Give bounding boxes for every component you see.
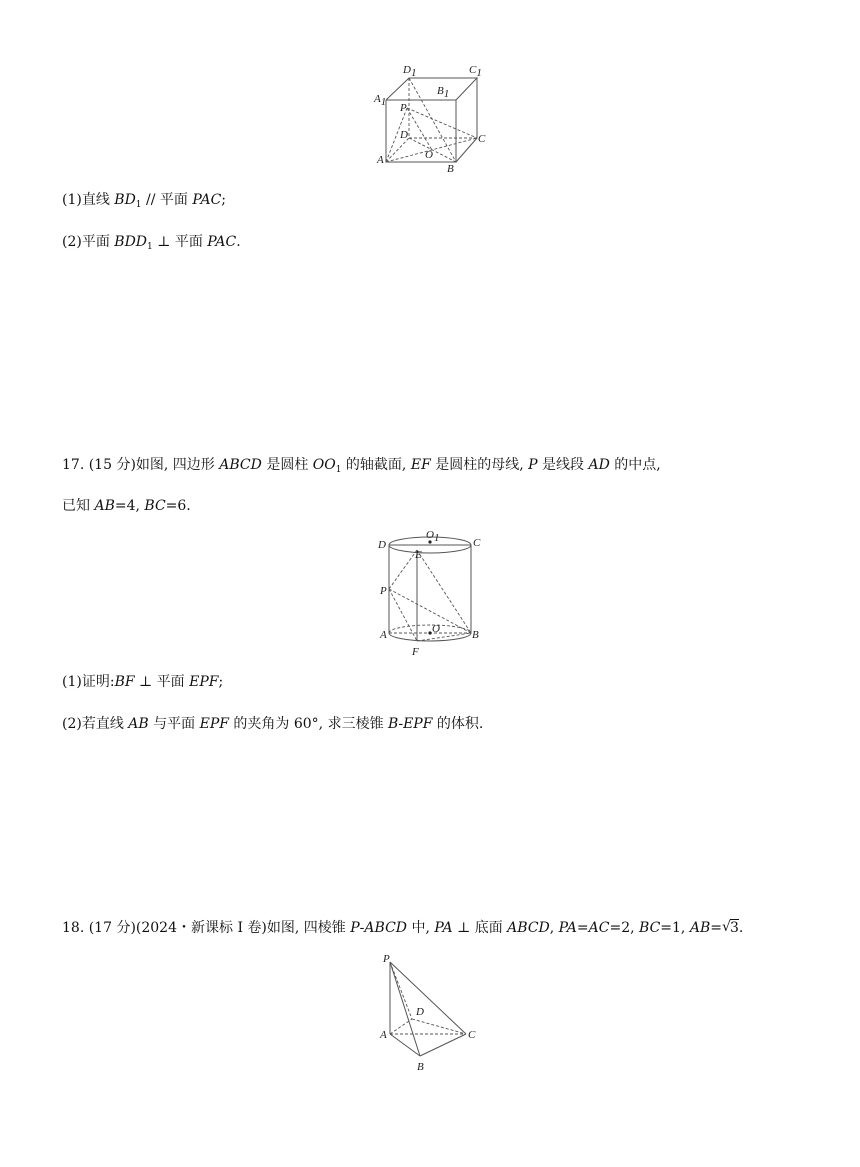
segment-pc: [407, 108, 477, 138]
label-b: B: [472, 629, 479, 641]
label-o1: O1: [426, 529, 440, 544]
pyramid-figure: [376, 950, 486, 1075]
label-a1: A1: [374, 93, 387, 108]
q16-part1: (1)直线 $BD_1$ // 平面 PAC;: [62, 192, 227, 210]
q17-stem-line2: 已知 AB=4, BC=6.: [62, 498, 191, 514]
label-d: D: [378, 539, 386, 551]
label-o: O: [432, 623, 440, 635]
edge-ad: [390, 1019, 412, 1034]
segment-fb: [417, 633, 471, 641]
label-c1: C1: [469, 64, 482, 79]
label-e: E: [415, 549, 422, 561]
segment-eb: [417, 550, 471, 633]
q17-stem-line1: 17. (15 分)如图, 四边形 ABCD 是圆柱 $OO_1$ 的轴截面, EF 是圆柱的母线, P 是线段 AD 的中点,: [62, 457, 661, 475]
label-p: P: [400, 102, 407, 114]
edge-pd: [390, 962, 412, 1019]
edge-bc: [420, 1034, 466, 1056]
q17-part2: (2)若直线 AB 与平面 EPF 的夹角为 60°, 求三棱锥 B-EPF 的体积.: [62, 716, 484, 732]
label-o: O: [425, 149, 433, 161]
label-c: C: [478, 133, 486, 145]
edge-ab: [390, 1034, 420, 1056]
label-c: C: [468, 1029, 476, 1041]
q18-stem: 18. (17 分)(2024・新课标 I 卷)如图, 四棱锥 P-ABCD 中, PA ⊥ 底面 ABCD, PA=AC=2, BC=1, AB=√ 3.: [62, 918, 743, 938]
sqrt-three: √ 3: [722, 918, 739, 938]
label-d: D: [416, 1006, 424, 1018]
label-c: C: [473, 537, 481, 549]
label-d: D: [400, 129, 408, 141]
cylinder-figure: [372, 528, 490, 662]
label-b: B: [447, 163, 454, 175]
label-d1: D1: [403, 64, 417, 79]
label-b: B: [417, 1061, 424, 1073]
label-a: A: [380, 629, 387, 641]
cube-figure: [370, 58, 495, 176]
segment-pe: [389, 550, 417, 589]
label-b1: B1: [437, 85, 450, 100]
q17-part1: (1)证明:BF ⊥ 平面 EPF;: [62, 674, 224, 690]
q16-part2: (2)平面 $BDD_1$ ⊥ 平面 PAC.: [62, 234, 241, 252]
label-a: A: [377, 154, 384, 166]
label-p: P: [383, 953, 390, 965]
label-p: P: [380, 585, 387, 597]
top-face-edges: [386, 78, 477, 100]
label-a: A: [380, 1029, 387, 1041]
hidden-edge-ad: [386, 138, 409, 162]
label-f: F: [412, 646, 419, 658]
right-face-edges: [456, 78, 477, 162]
